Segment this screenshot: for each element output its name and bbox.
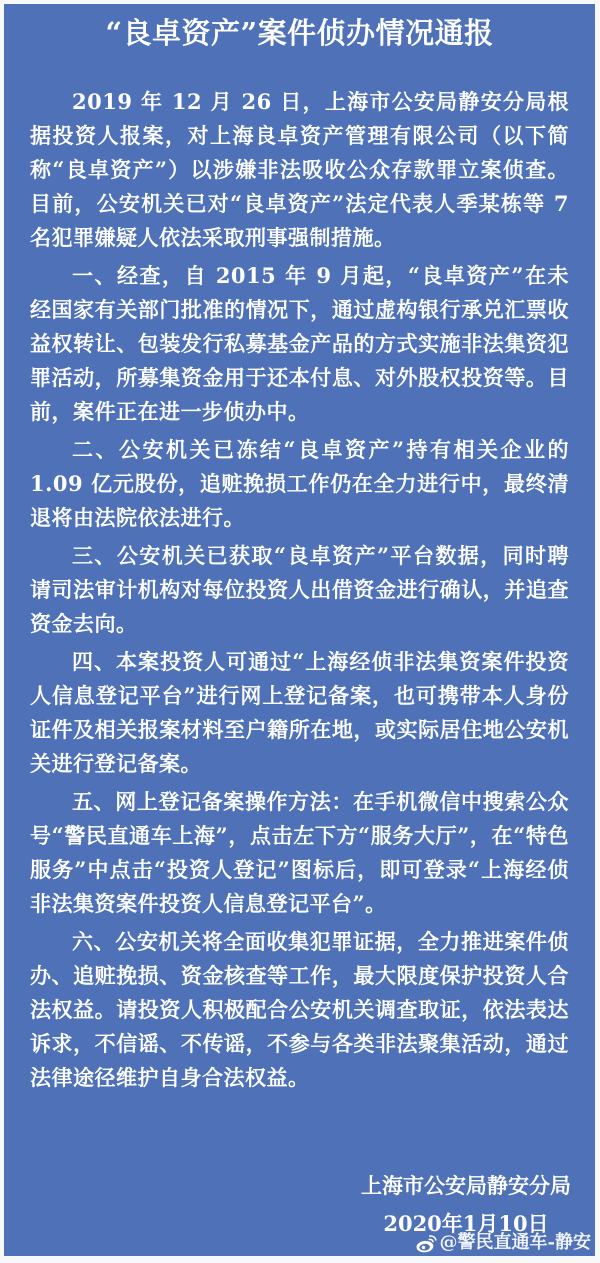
notice-paragraph-6: 六、公安机关将全面收集犯罪证据，全力推进案件侦办、追赃挽损、资金核查等工作，最大限度保护投资人合法权益。请投资人积极配合公安机关调查取证，依法表达诉求，不信谣、不传谣，不参与各类非法聚集活动，通过法律途径维护自身合法权益。 <box>30 929 569 1090</box>
notice-paragraph-intro: 2019 年 12 月 26 日，上海市公安局静安分局根据投资人报案，对上海良卓资产管理有限公司（以下简称“良卓资产”）以涉嫌非法吸收公众存款罪立案侦查。目前，公安机关已对“良卓资产”法定代表人季某栋等 7 名犯罪嫌疑人依法采取刑事强制措施。 <box>30 89 569 250</box>
notice-paragraph-4: 四、本案投资人可通过“上海经侦非法集资案件投资人信息登记平台”进行网上登记备案，也可携带本人身份证件及相关报案材料至户籍所在地，或实际居住地公安机关进行登记备案。 <box>30 649 569 776</box>
signature-date: 2020年1月10日 <box>383 1211 549 1236</box>
notice-paragraph-3: 三、公安机关已获取“良卓资产”平台数据，同时聘请司法审计机构对每位投资人出借资金进行确认，并追查资金去向。 <box>30 543 569 636</box>
notice-paragraph-5: 五、网上登记备案操作方法：在手机微信中搜索公众号“警民直通车上海”，点击左下方“服务大厅”，在“特色服务”中点击“投资人登记”图标后，即可登录“上海经侦非法集资案件投资人信息登记平台”。 <box>30 789 569 916</box>
weibo-watermark-text: @警民直通车-静安 <box>439 1232 591 1253</box>
notice-body <box>4 52 595 1095</box>
notice-paragraph-1: 一、经查，自 2015 年 9 月起，“良卓资产”在未经国家有关部门批准的情况下，通过虚构银行承兑汇票收益权转让、包装发行私募基金产品的方式实施非法集资犯罪活动，所募集资金用于还本付息、对外股权投资等。目前，案件正在进一步侦办中。 <box>30 263 569 424</box>
signature-agency: 上海市公安局静安分局 <box>361 1173 571 1198</box>
notice-title: “良卓资产”案件侦办情况通报 <box>105 16 494 50</box>
weibo-watermark <box>415 1228 591 1254</box>
notice-paragraph-2: 二、公安机关已冻结“良卓资产”持有相关企业的 1.09 亿元股份，追赃挽损工作仍在全力进行中，最终清退将由法院依法进行。 <box>30 437 569 530</box>
weibo-icon <box>415 1235 437 1254</box>
notice-panel <box>4 4 595 1256</box>
